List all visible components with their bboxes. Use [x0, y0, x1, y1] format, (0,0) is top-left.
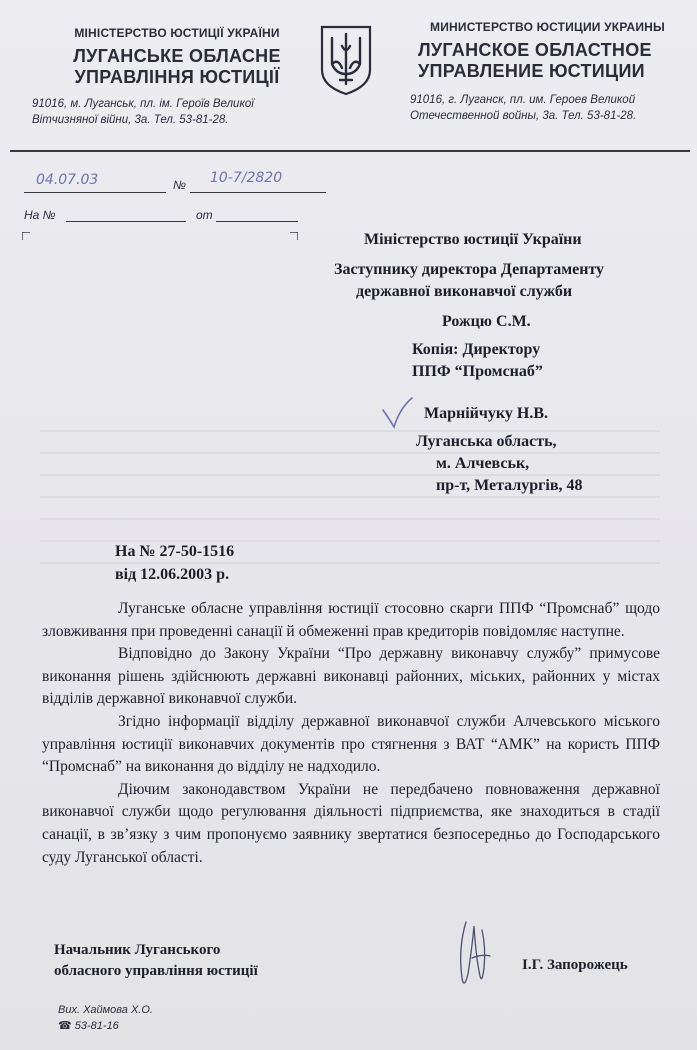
executor-phone-row	[58, 1018, 153, 1034]
address-ru-line2: Отечественной войны, 3а. Тел. 53-81-28.	[410, 110, 637, 122]
org-name-ru-line2: УПРАВЛЕНИЕ ЮСТИЦИИ	[418, 61, 645, 81]
copy-to-label: Копія: Директору	[412, 341, 541, 358]
address-ua-line1: 91016, м. Луганськ, пл. ім. Героїв Великої	[32, 98, 254, 110]
org-name-ua-line1: ЛУГАНСЬКЕ ОБЛАСНЕ	[73, 46, 281, 66]
corner-mark-left	[22, 232, 30, 240]
executor-phone: 53-81-16	[74, 1020, 119, 1032]
address-street: пр-т, Металургів, 48	[436, 477, 583, 494]
header-divider	[10, 150, 690, 152]
body-paragraph-4: Діючим законодавством України не передбачено повноваження державної виконавчої служби щодо регулювання діяльності підприємства, яке знаходиться в стадії санації, в зв’язку з чим пропонуємо заявнику звертатися безпосередньо до Господарського суду Луганської області.	[42, 780, 660, 866]
address-ru-line1: 91016, г. Луганск, пл. им. Героев Великой	[410, 94, 636, 106]
ministry-name-ua: МІНІСТЕРСТВО ЮСТИЦІЇ УКРАЇНИ	[74, 26, 280, 40]
reply-date-underline	[216, 221, 298, 222]
number-label: №	[173, 178, 186, 192]
copy-to-name: Марнійчуку Н.В.	[424, 405, 549, 422]
addressee-position: Заступнику директора Департаменту	[334, 261, 605, 278]
copy-to-company: ППФ “Промснаб”	[412, 363, 543, 380]
outgoing-date-handwritten: 04.07.03	[36, 172, 99, 188]
reply-to-underline	[66, 221, 186, 222]
reference-number: На № 27-50-1516	[115, 543, 235, 560]
org-name-ua-line2: УПРАВЛІННЯ ЮСТИЦІЇ	[74, 67, 280, 87]
body-paragraph-2: Відповідно до Закону України “Про державну виконавчу службу” примусове виконання рішень здійснюють державні виконавці районних, міських, районних у містах відділів державної виконавчої служби.	[42, 645, 660, 708]
corner-mark-right	[290, 232, 298, 240]
body-paragraph-3: Згідно інформації відділу державної виконавчої служби Алчевського міського управління юстиції виконавчих документів про стягнення з ВАТ “АМК” на користь ППФ “Промснаб” на виконання до відділу не надходило.	[42, 712, 660, 776]
trident-emblem-icon	[318, 24, 374, 96]
signatory-title-line2: обласного управління юстиції	[54, 963, 258, 979]
address-region: Луганська область,	[416, 433, 557, 450]
addressee-department: державної виконавчої служби	[356, 283, 573, 300]
executor-name: Вих. Хаймова Х.О.	[58, 1004, 153, 1016]
address-city: м. Алчевськ,	[436, 455, 530, 472]
header-ukrainian	[32, 26, 312, 128]
address-ua-line2: Вітчизняної війни, 3а. Тел. 53-81-28.	[32, 114, 229, 126]
addressee-ministry: Міністерство юстиції України	[364, 231, 582, 248]
reply-to-label: На №	[24, 208, 56, 222]
reference-date: від 12.06.2003 р.	[115, 566, 230, 583]
header-russian	[400, 20, 695, 124]
body-paragraph-1: Луганське обласне управління юстиції стосовно скарги ППФ “Промснаб” щодо зловживання при проведенні санації й обмеженні прав кредиторів повідомляє наступне.	[42, 600, 660, 640]
letter-body	[42, 598, 660, 869]
ministry-name-ru: МИНИСТЕРСТВО ЮСТИЦИИ УКРАИНЫ	[430, 20, 665, 34]
reply-date-label: от	[196, 208, 213, 222]
handwritten-signature	[452, 918, 494, 992]
executor-block	[58, 1002, 153, 1034]
signatory-title-line1: Начальник Луганського	[54, 942, 221, 958]
telephone-icon: ☎	[58, 1020, 72, 1032]
checkmark-handwritten-icon	[380, 396, 414, 430]
date-underline	[24, 192, 166, 193]
outgoing-number-handwritten: 10-7/2820	[210, 170, 283, 186]
org-name-ru-line1: ЛУГАНСКОЕ ОБЛАСТНОЕ	[418, 40, 652, 60]
signatory-name: І.Г. Запорожець	[522, 957, 628, 973]
number-underline	[190, 192, 326, 193]
addressee-name: Рожцю С.М.	[442, 313, 531, 330]
